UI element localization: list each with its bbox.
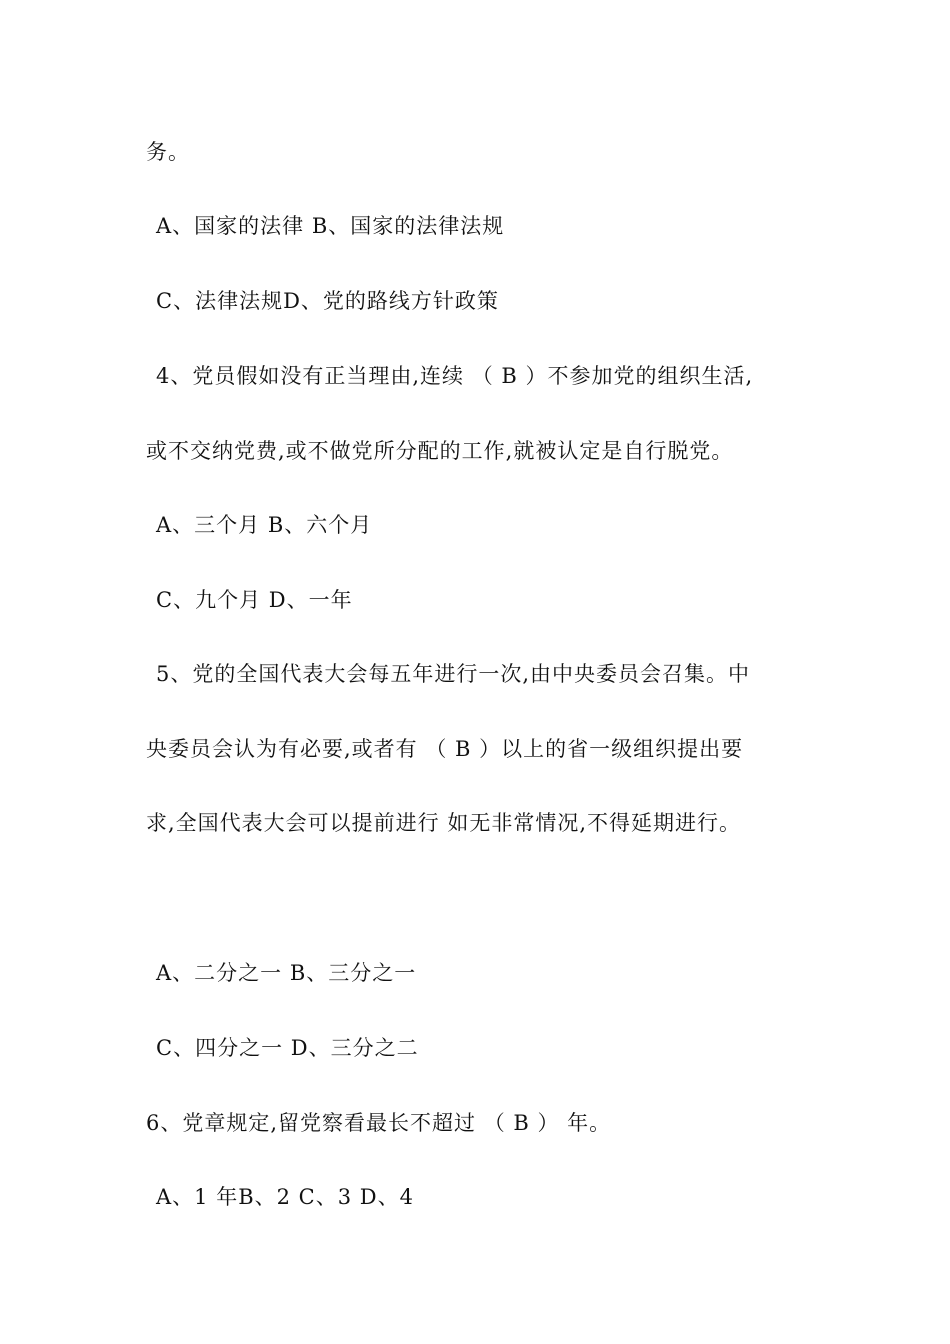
option-line-q4-cd: C、九个月 D、一年 [156, 588, 353, 612]
option-line-q6: A、1 年B、2 C、3 D、4 [156, 1185, 414, 1209]
option-line-q5-ab: A、二分之一 B、三分之一 [156, 961, 417, 985]
question-5-line-3: 求,全国代表大会可以提前进行 如无非常情况,不得延期进行。 [146, 811, 742, 835]
option-line-q5-cd: C、四分之一 D、三分之二 [156, 1036, 419, 1060]
option-line-q3-ab: A、国家的法律 B、国家的法律法规 [156, 214, 505, 238]
question-5-line-1: 5、党的全国代表大会每五年进行一次,由中央委员会召集。中 [156, 662, 751, 686]
option-line-q4-ab: A、三个月 B、六个月 [156, 513, 373, 537]
question-6-line-1: 6、党章规定,留党察看最长不超过 （ B ） 年。 [146, 1111, 612, 1135]
question-4-line-1: 4、党员假如没有正当理由,连续 （ B ）不参加党的组织生活, [156, 364, 754, 388]
text-line-continuation: 务。 [146, 140, 190, 164]
option-line-q3-cd: C、法律法规D、党的路线方针政策 [156, 289, 499, 313]
question-5-line-2: 央委员会认为有必要,或者有 （ B ）以上的省一级组织提出要 [146, 737, 744, 761]
question-4-line-2: 或不交纳党费,或不做党所分配的工作,就被认定是自行脱党。 [146, 439, 734, 463]
